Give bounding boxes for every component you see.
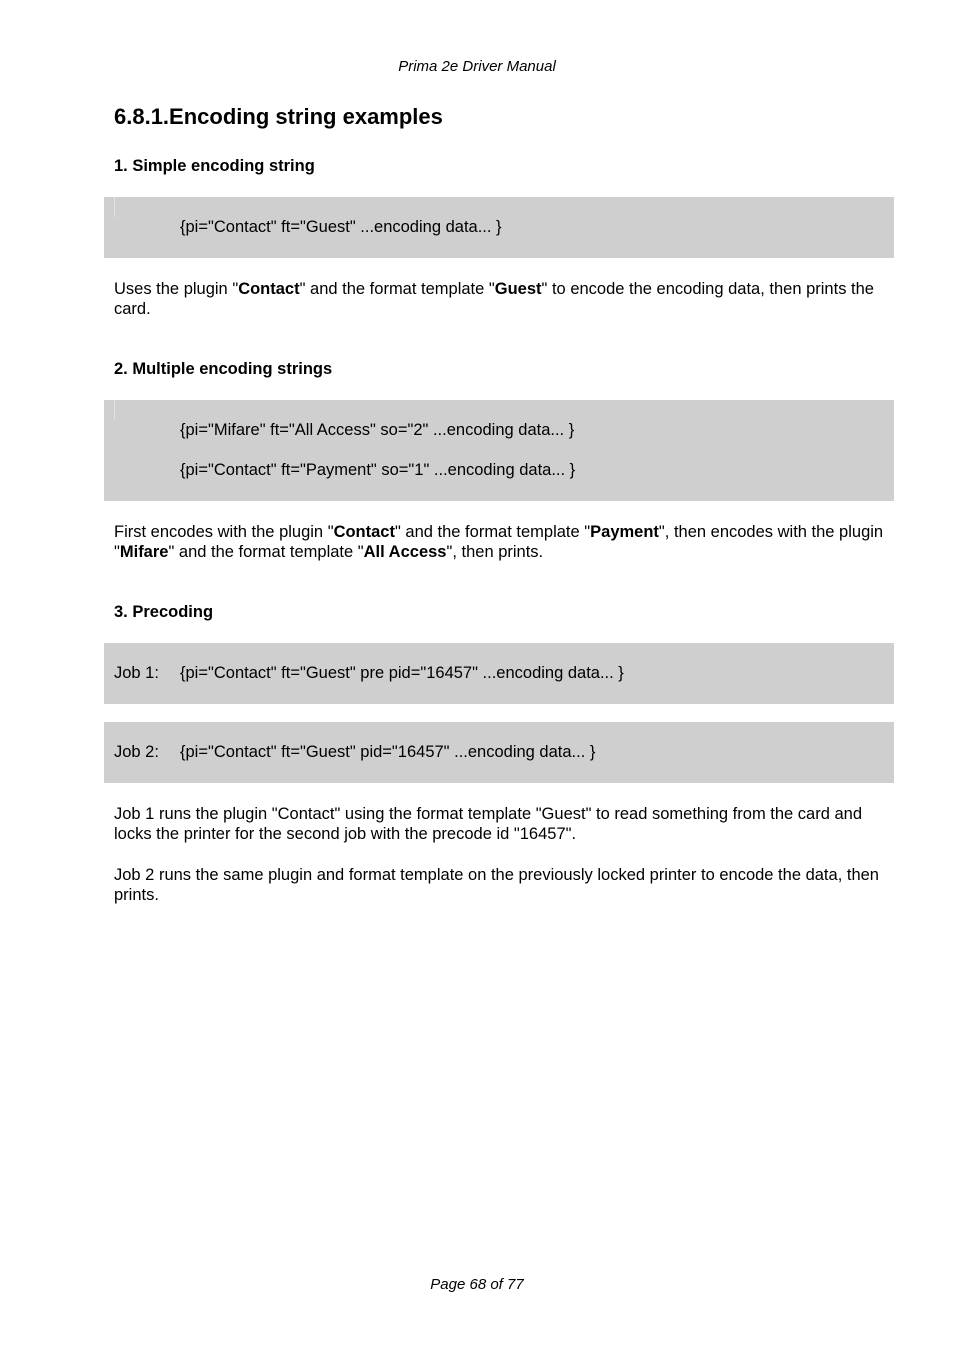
- example3-description-job2: Job 2 runs the same plugin and format template on the previously locked printer to encode the data, then prints.: [114, 866, 879, 904]
- example1-code-line: {pi="Contact" ft="Guest" ...encoding data... }: [180, 218, 502, 236]
- job1-code-block: [104, 643, 894, 704]
- job1-label: Job 1:: [114, 664, 159, 682]
- example2-description: First encodes with the plugin "Contact" and the format template "Payment", then encodes with the plugin "Mifare" and the format template "All Access", then prints.: [114, 523, 884, 561]
- code-block-margin-mark: [114, 400, 115, 420]
- template-name: Guest: [494, 280, 542, 298]
- job2-code-block: [104, 722, 894, 783]
- plugin-name: Contact: [333, 523, 395, 541]
- page-footer: Page 68 of 77: [430, 1276, 524, 1293]
- example1-description: Uses the plugin "Contact" and the format template "Guest" to encode the encoding data, then prints the card.: [114, 280, 874, 318]
- template-name: All Access: [363, 543, 447, 561]
- example2-code-line-1: {pi="Mifare" ft="All Access" so="2" ...encoding data... }: [180, 421, 575, 439]
- example3-description-job1: Job 1 runs the plugin "Contact" using the format template "Guest" to read something from the card and locks the printer for the second job with the precode id "16457".: [114, 805, 863, 843]
- code-block-margin-mark: [114, 197, 115, 217]
- section-title: 6.8.1.Encoding string examples: [114, 104, 443, 129]
- plugin-name: Contact: [238, 280, 300, 298]
- example2-heading: 2. Multiple encoding strings: [114, 360, 333, 378]
- example1-code-block: [104, 197, 894, 258]
- example3-heading: 3. Precoding: [114, 603, 214, 621]
- job2-code-line: {pi="Contact" ft="Guest" pid="16457" ...encoding data... }: [180, 743, 596, 761]
- page-header: Prima 2e Driver Manual: [398, 58, 556, 75]
- example2-code-block: [104, 400, 894, 501]
- example1-heading: 1. Simple encoding string: [114, 157, 315, 175]
- job2-label: Job 2:: [114, 743, 159, 761]
- job1-code-line: {pi="Contact" ft="Guest" pre pid="16457" ...encoding data... }: [180, 664, 624, 682]
- plugin-name: Mifare: [119, 543, 169, 561]
- example2-code-line-2: {pi="Contact" ft="Payment" so="1" ...encoding data... }: [180, 461, 576, 479]
- template-name: Payment: [590, 523, 659, 541]
